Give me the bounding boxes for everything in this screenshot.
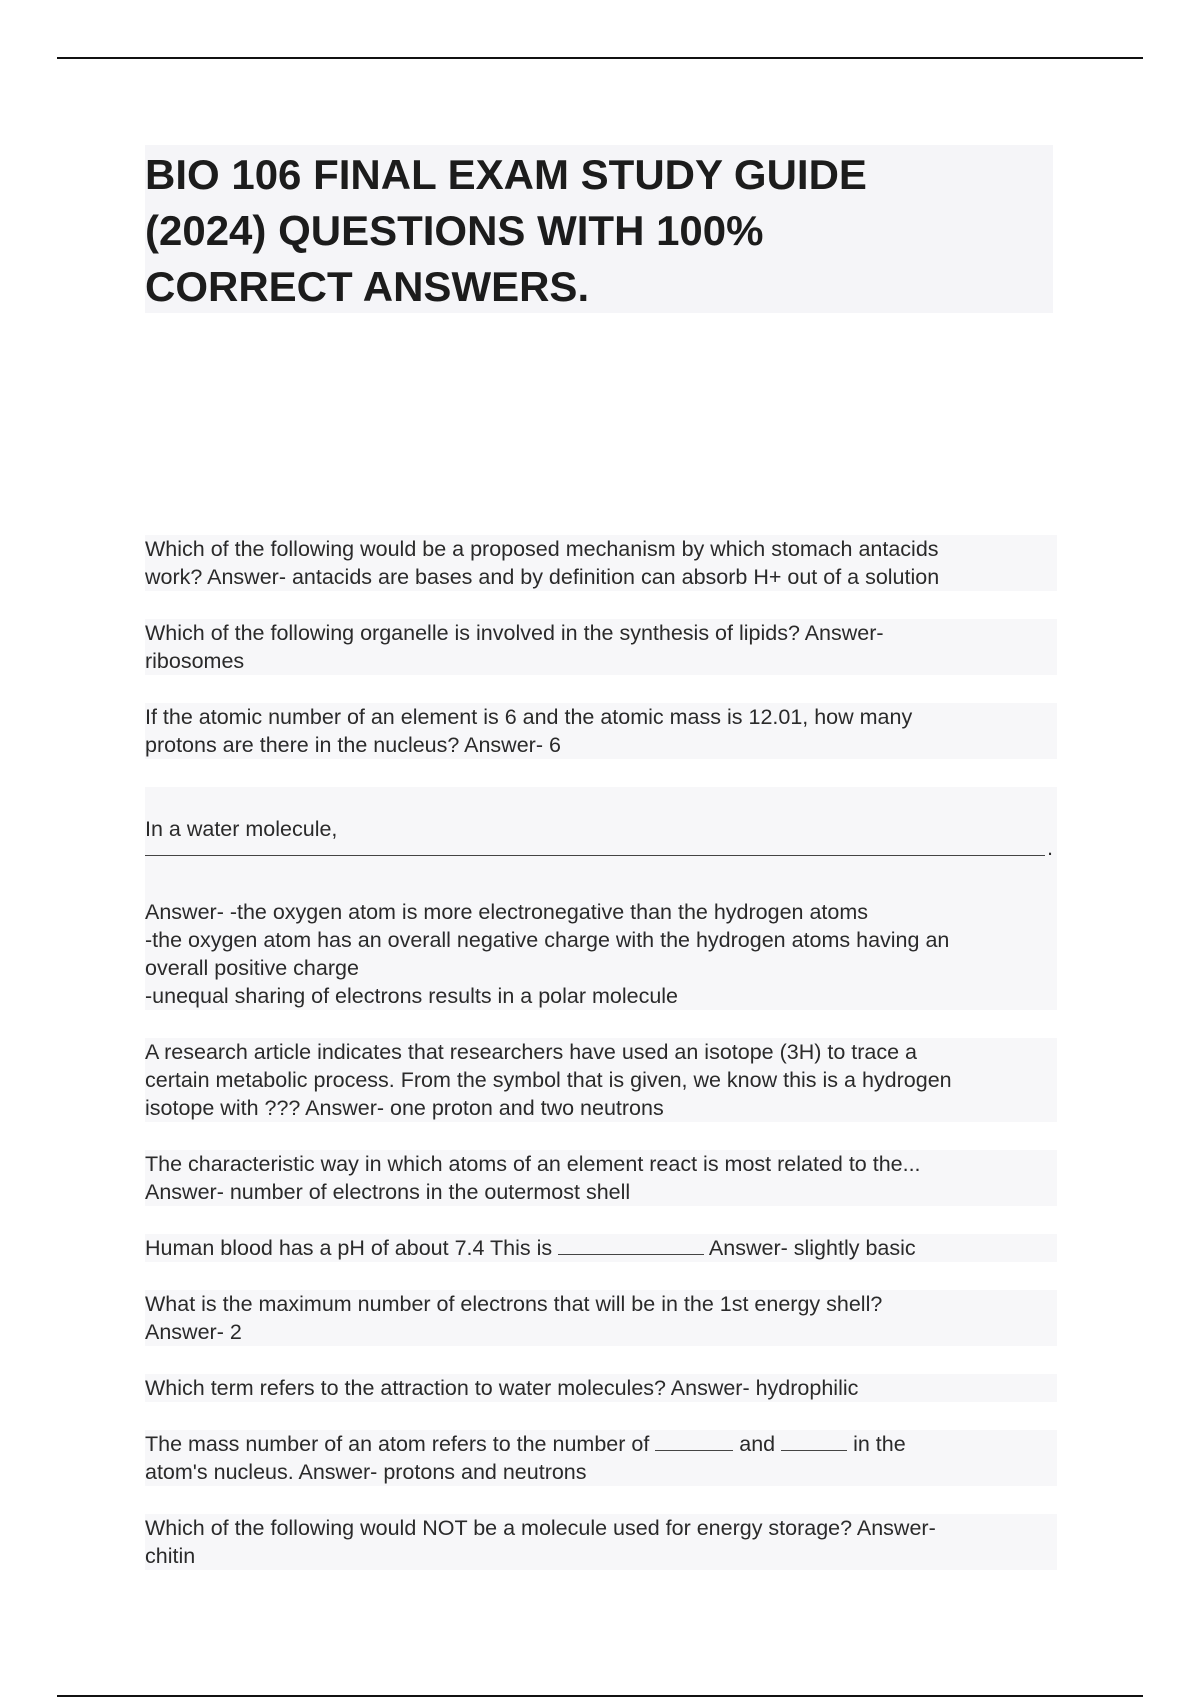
title-block (145, 145, 1053, 313)
qa-item-9: Which term refers to the attraction to water molecules? Answer- hydrophilic (145, 1374, 1057, 1402)
qa-list (145, 535, 1057, 1598)
qa-item-4-answer: Answer- -the oxygen atom is more electronegative than the hydrogen atoms -the oxygen atom has an overall negative charge with the hydrogen atoms having an overall positive charge -unequal sharing of electrons results in a polar molecule (145, 900, 950, 1008)
fill-in-blank (655, 1432, 733, 1451)
qa-item-2: Which of the following organelle is involved in the synthesis of lipids? Answer- ribosomes (145, 619, 1057, 675)
qa-item-6: The characteristic way in which atoms of an element react is most related to the... Answer- number of electrons in the outermost shell (145, 1150, 1057, 1206)
qa-item-4-question: In a water molecule, (145, 817, 338, 841)
fill-in-blank-line (145, 855, 1045, 856)
qa-item-7-after: Answer- slightly basic (704, 1236, 916, 1260)
qa-item-10-part3: in the atom's nucleus. Answer- protons and neutrons (145, 1432, 906, 1484)
qa-item-4 (145, 787, 1057, 1010)
fill-in-blank (781, 1432, 847, 1451)
document-title: BIO 106 FINAL EXAM STUDY GUIDE (2024) QUESTIONS WITH 100% CORRECT ANSWERS. (145, 151, 867, 310)
qa-item-3: If the atomic number of an element is 6 and the atomic mass is 12.01, how many protons are there in the nucleus? Answer- 6 (145, 703, 1057, 759)
qa-item-10-part2: and (733, 1432, 782, 1456)
qa-item-10-part1: The mass number of an atom refers to the number of (145, 1432, 656, 1456)
bottom-rule (57, 1695, 1143, 1697)
qa-item-5: A research article indicates that researchers have used an isotope (3H) to trace a certain metabolic process. From the symbol that is given, we know this is a hydrogen isotope with ??? Answer- one proton and two neutrons (145, 1038, 1057, 1122)
qa-item-7-before: Human blood has a pH of about 7.4 This is (145, 1236, 559, 1260)
qa-item-1: Which of the following would be a proposed mechanism by which stomach antacids work? Answer- antacids are bases and by definition can absorb H+ out of a solution (145, 535, 1057, 591)
qa-item-10 (145, 1430, 1057, 1486)
qa-item-8: What is the maximum number of electrons that will be in the 1st energy shell? Answer- 2 (145, 1290, 1057, 1346)
qa-item-11: Which of the following would NOT be a molecule used for energy storage? Answer- chitin (145, 1514, 1057, 1570)
top-rule (57, 57, 1143, 59)
fill-in-blank (558, 1236, 704, 1255)
qa-item-7 (145, 1234, 1057, 1262)
